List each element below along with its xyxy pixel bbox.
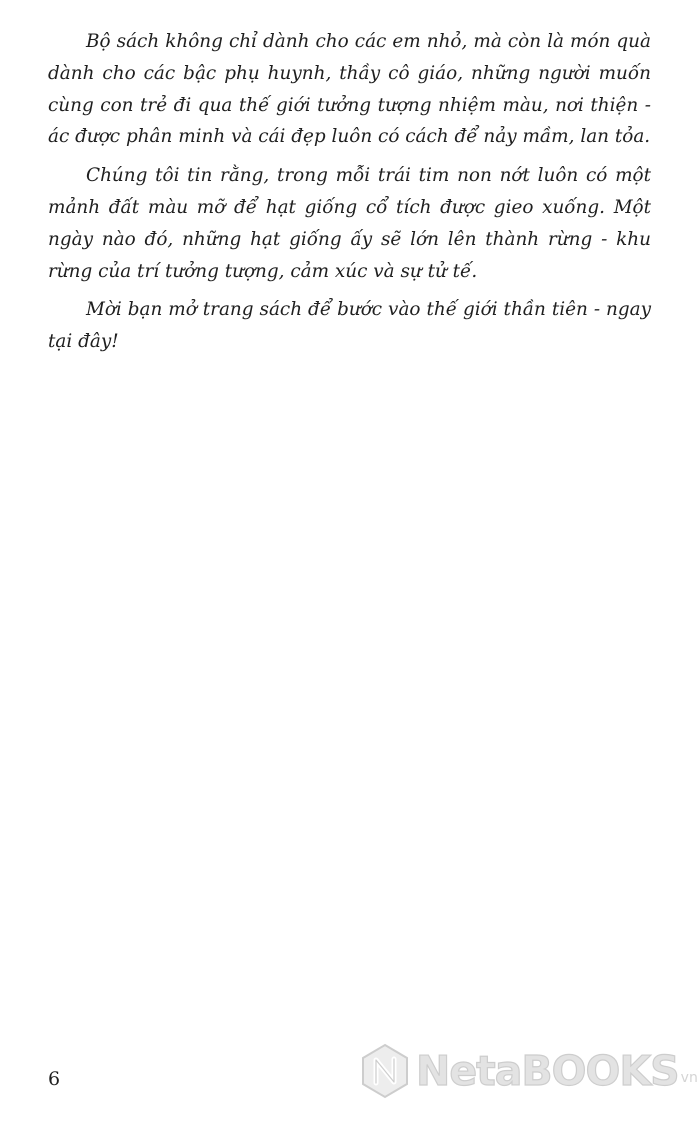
body-text — [48, 26, 651, 365]
page-number: 6 — [48, 1068, 61, 1090]
paragraph-1: Bộ sách không chỉ dành cho các em nhỏ, mà còn là món quà dành cho các bậc phụ huynh, thầy cô giáo, những người muốn cùng con trẻ đi qua thế giới tưởng tượng nhiệm màu, nơi thiện - ác được phân minh và cái đẹp luôn có cách để nảy mầm, lan tỏa. — [48, 31, 651, 148]
watermark-tld: vn — [680, 1070, 698, 1086]
netabooks-logo-icon — [360, 1043, 410, 1099]
netabooks-watermark — [360, 1040, 698, 1102]
watermark-brand: NetaBOOKS — [416, 1046, 679, 1095]
paragraph-3: Mời bạn mở trang sách để bước vào thế giới thần tiên - ngay tại đây! — [48, 299, 651, 353]
paragraph-2: Chúng tôi tin rằng, trong mỗi trái tim non nớt luôn có một mảnh đất màu mỡ để hạt giống cổ tích được gieo xuống. Một ngày nào đó, những hạt giống ấy sẽ lớn lên thành rừng - khu rừng của trí tưởng tượng, cảm xúc và sự tử tế. — [48, 165, 651, 282]
